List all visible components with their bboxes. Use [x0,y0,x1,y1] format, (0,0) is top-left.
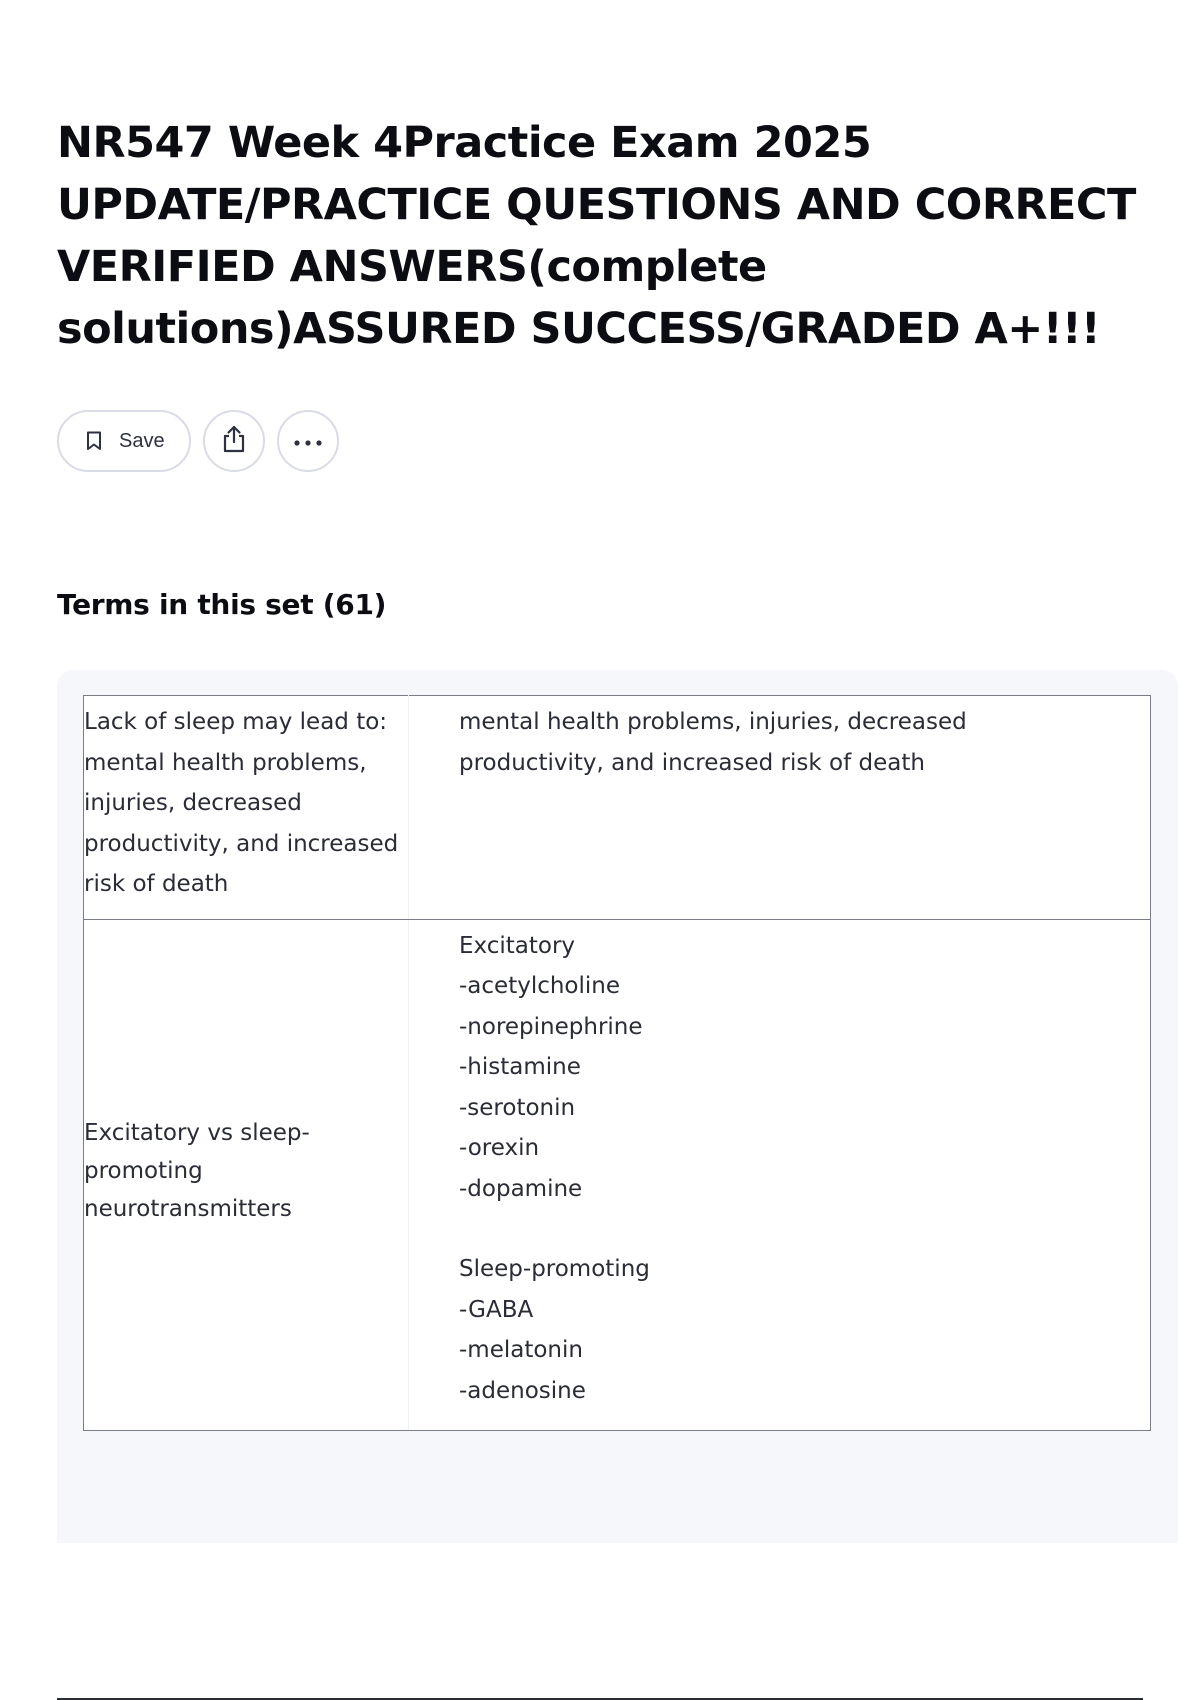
definition-line: -histamine [459,1054,581,1080]
terms-table [83,695,1151,1431]
definition-line: -adenosine [459,1377,586,1404]
definition-cell [409,696,1151,920]
definition-line: Excitatory [459,932,576,959]
terms-panel [57,670,1178,1543]
definition-cell [409,919,1151,1430]
definition-spacer [459,1209,1130,1249]
definition-line: mental health problems, injuries, decreased [459,709,967,735]
definition-line: -dopamine [459,1175,583,1202]
bookmark-icon [85,431,103,451]
definition-line: -serotonin [459,1094,576,1121]
definition-line: -GABA [459,1296,534,1323]
page-title: NR547 Week 4Practice Exam 2025 UPDATE/PRACTICE QUESTIONS AND CORRECT VERIFIED ANSWERS(complete solutions)ASSURED SUCCESS/GRADED A+!!! [57,118,1136,354]
term-row [84,696,1151,920]
more-horizontal-icon [293,432,323,451]
definition-line: -norepinephrine [459,1013,643,1040]
action-bar [57,410,339,472]
definition-line: Sleep-promoting [459,1256,650,1282]
definition-line: -acetylcholine [459,973,621,999]
save-button[interactable] [57,410,191,472]
share-button[interactable] [203,410,265,472]
definition-line: -orexin [459,1135,540,1161]
term-row [84,919,1151,1430]
term-cell: Excitatory vs sleep-promoting neurotransmitters [84,919,409,1430]
more-options-button[interactable] [277,410,339,472]
term-cell: Lack of sleep may lead to: mental health problems, injuries, decreased productivity, and increased risk of death [84,696,409,920]
definition-line: -melatonin [459,1337,583,1363]
save-label: Save [119,429,165,452]
terms-section-title: Terms in this set (61) [57,588,387,621]
definition-line: productivity, and increased risk of death [459,749,925,776]
share-icon [220,424,248,458]
